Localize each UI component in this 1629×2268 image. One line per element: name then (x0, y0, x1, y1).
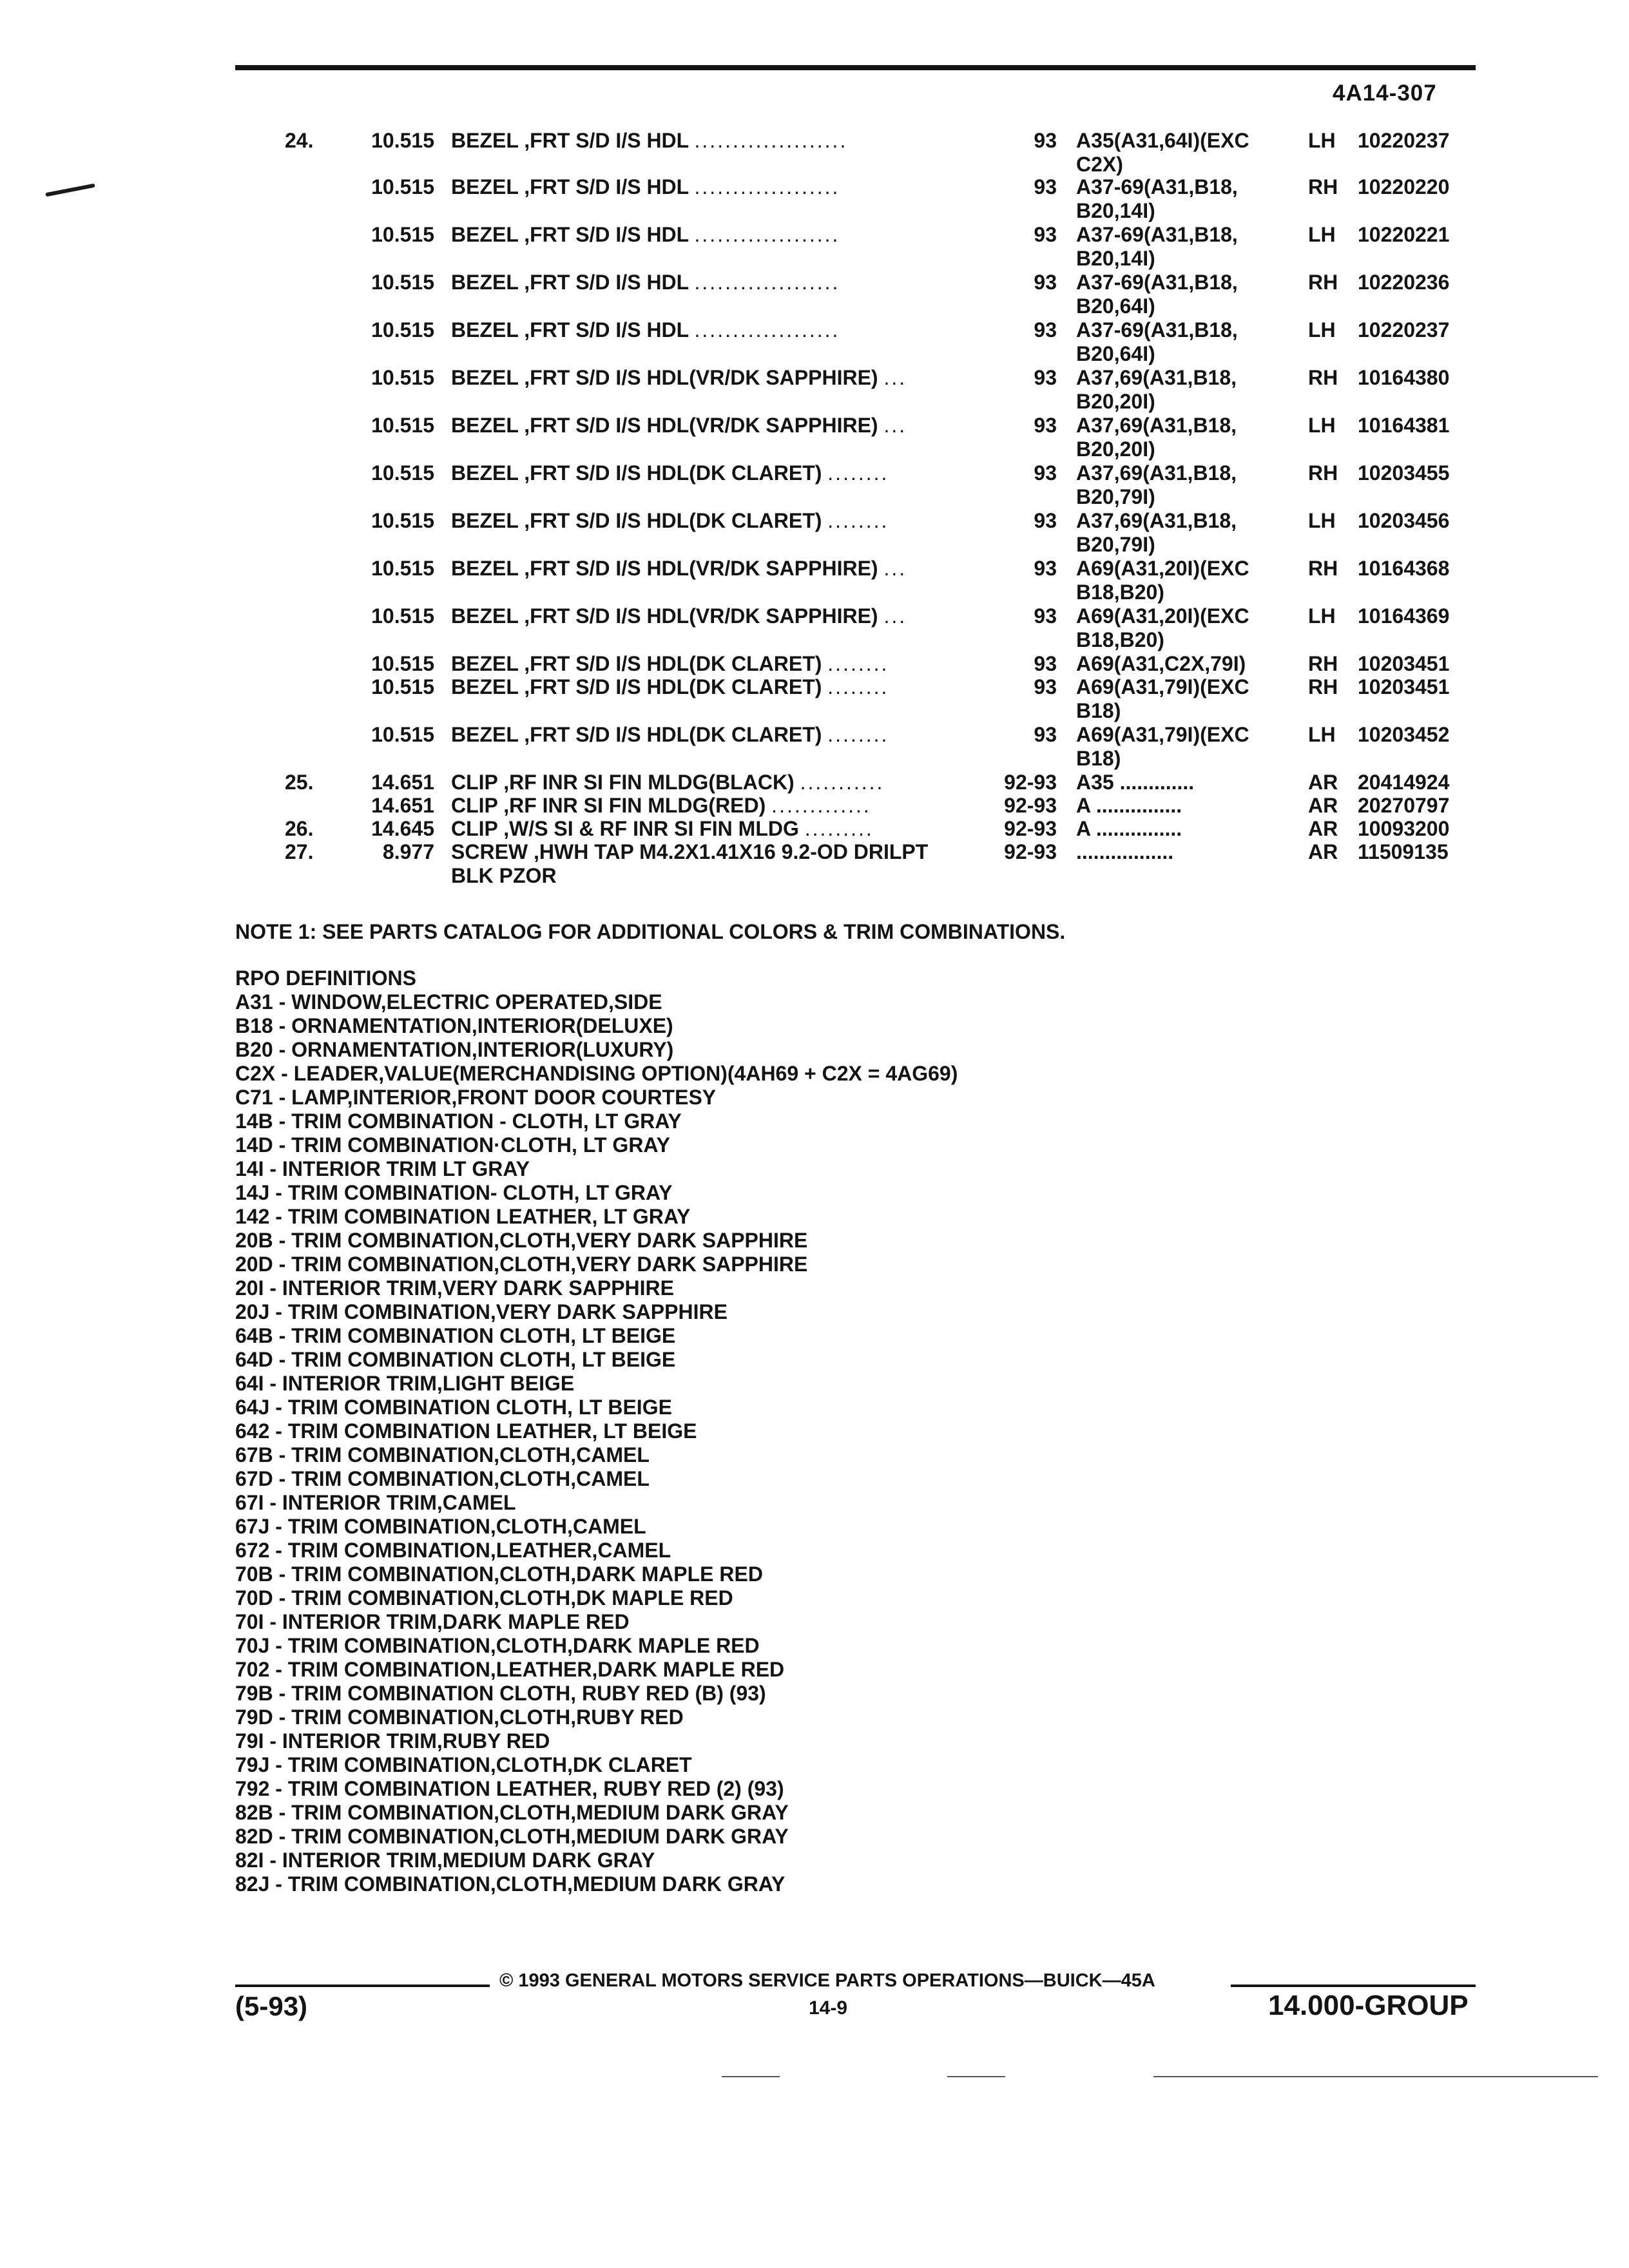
model-year: 92-93 (1004, 817, 1057, 840)
part-row (0, 604, 1629, 649)
quantity-code: LH (1308, 723, 1336, 746)
rpo-definition: 642 - TRIM COMBINATION LEATHER, LT BEIGE (235, 1419, 697, 1443)
model-year: 93 (1034, 271, 1057, 294)
rpo-definition: 142 - TRIM COMBINATION LEATHER, LT GRAY (235, 1205, 691, 1228)
model-year: 93 (1034, 129, 1057, 152)
part-number: 11509135 (1358, 840, 1449, 863)
group-code: 14.000-GROUP (1268, 1990, 1469, 2021)
rpo-list (235, 990, 958, 1896)
leader-dots: ... (883, 366, 907, 389)
catalog-note: NOTE 1: SEE PARTS CATALOG FOR ADDITIONAL COLORS & TRIM COMBINATIONS. (235, 920, 1066, 943)
quantity-code: LH (1308, 223, 1336, 246)
model-year: 93 (1034, 414, 1057, 437)
part-description-text: BEZEL ,FRT S/D I/S HDL (451, 318, 689, 341)
part-row (0, 652, 1629, 675)
rpo-definition: 82I - INTERIOR TRIM,MEDIUM DARK GRAY (235, 1849, 655, 1872)
part-number: 10203451 (1358, 652, 1450, 675)
part-description-text: BEZEL ,FRT S/D I/S HDL(VR/DK SAPPHIRE) (451, 557, 878, 580)
usage-code: A37,69(A31,B18, B20,79I) (1076, 461, 1237, 508)
quantity-code: RH (1308, 675, 1338, 698)
part-description (451, 175, 986, 199)
leader-dots: ... (883, 414, 907, 437)
leader-dots: ......... (804, 817, 874, 840)
quantity-code: LH (1308, 318, 1336, 341)
part-description-text: BEZEL ,FRT S/D I/S HDL (451, 271, 689, 294)
rpo-definition: B20 - ORNAMENTATION,INTERIOR(LUXURY) (235, 1038, 674, 1061)
part-number: 10093200 (1358, 817, 1450, 840)
part-description-text: CLIP ,W/S SI & RF INR SI FIN MLDG (451, 817, 799, 840)
usage-code: ................. (1076, 840, 1174, 863)
part-row (0, 723, 1629, 768)
part-description (451, 223, 986, 247)
part-number: 10164368 (1358, 557, 1450, 580)
quantity-code: LH (1308, 129, 1336, 152)
part-row (0, 509, 1629, 554)
usage-code: A37-69(A31,B18, B20,64I) (1076, 271, 1238, 318)
usage-code: A35(A31,64I)(EXC C2X) (1076, 129, 1249, 176)
leader-dots: ... (883, 604, 907, 628)
model-year: 92-93 (1004, 840, 1057, 863)
part-row (0, 318, 1629, 363)
usage-code: A ............... (1076, 817, 1182, 840)
part-description (451, 604, 986, 628)
group-number: 10.515 (371, 604, 434, 628)
group-number: 10.515 (371, 461, 434, 485)
quantity-code: RH (1308, 271, 1338, 294)
rpo-definition: 70I - INTERIOR TRIM,DARK MAPLE RED (235, 1610, 630, 1633)
rpo-definition: 79I - INTERIOR TRIM,RUBY RED (235, 1729, 550, 1753)
part-row (0, 817, 1629, 840)
leader-dots: ................... (694, 175, 840, 198)
model-year: 93 (1034, 723, 1057, 746)
model-year: 93 (1034, 652, 1057, 675)
part-description (451, 557, 986, 581)
rpo-definitions (235, 966, 958, 1896)
group-number: 14.645 (371, 817, 434, 840)
model-year: 93 (1034, 509, 1057, 532)
rpo-definition: 20B - TRIM COMBINATION,CLOTH,VERY DARK SAPPHIRE (235, 1229, 808, 1252)
part-description (451, 509, 986, 533)
quantity-code: AR (1308, 840, 1338, 863)
rpo-definition: 79J - TRIM COMBINATION,CLOTH,DK CLARET (235, 1753, 692, 1776)
leader-dots: ........... (800, 771, 885, 794)
quantity-code: RH (1308, 652, 1338, 675)
leader-dots: ............. (771, 794, 871, 817)
usage-code: A37-69(A31,B18, B20,64I) (1076, 318, 1238, 365)
part-number: 10220220 (1358, 175, 1450, 198)
leader-dots: ................... (694, 223, 840, 246)
scan-artifact-line (947, 2076, 1005, 2077)
part-row (0, 129, 1629, 174)
group-number: 10.515 (371, 675, 434, 698)
part-number: 10203451 (1358, 675, 1450, 698)
quantity-code: RH (1308, 175, 1338, 198)
rpo-definition: 14I - INTERIOR TRIM LT GRAY (235, 1157, 530, 1180)
group-number: 10.515 (371, 366, 434, 389)
part-number: 10203456 (1358, 509, 1450, 532)
quantity-code: LH (1308, 414, 1336, 437)
part-description-text: BEZEL ,FRT S/D I/S HDL (451, 223, 689, 246)
part-number: 10220221 (1358, 223, 1450, 246)
part-number: 20414924 (1358, 771, 1450, 794)
model-year: 93 (1034, 318, 1057, 341)
rpo-definition: 79B - TRIM COMBINATION CLOTH, RUBY RED (B) (93) (235, 1682, 766, 1705)
part-description-text: BEZEL ,FRT S/D I/S HDL(VR/DK SAPPHIRE) (451, 414, 878, 437)
part-description-text: BEZEL ,FRT S/D I/S HDL(DK CLARET) (451, 675, 822, 698)
usage-code: A37-69(A31,B18, B20,14I) (1076, 223, 1238, 270)
part-description (451, 318, 986, 342)
group-number: 14.651 (371, 794, 434, 817)
rpo-definition: C2X - LEADER,VALUE(MERCHANDISING OPTION)(4AH69 + C2X = 4AG69) (235, 1062, 958, 1085)
part-description-text: BEZEL ,FRT S/D I/S HDL(VR/DK SAPPHIRE) (451, 366, 878, 389)
part-row (0, 675, 1629, 720)
group-number: 10.515 (371, 509, 434, 532)
rpo-definition: 67J - TRIM COMBINATION,CLOTH,CAMEL (235, 1515, 646, 1538)
rpo-heading: RPO DEFINITIONS (235, 966, 416, 990)
part-description (451, 771, 986, 794)
leader-dots: ... (883, 557, 907, 580)
group-number: 10.515 (371, 129, 434, 152)
part-description-text: SCREW ,HWH TAP M4.2X1.41X16 9.2-OD DRILPT BLK PZOR (451, 840, 929, 887)
part-description (451, 675, 986, 699)
quantity-code: LH (1308, 509, 1336, 532)
part-description (451, 723, 986, 747)
leader-dots: ........ (827, 675, 889, 698)
rpo-definition: B18 - ORNAMENTATION,INTERIOR(DELUXE) (235, 1014, 673, 1037)
part-description-text: BEZEL ,FRT S/D I/S HDL(DK CLARET) (451, 723, 822, 746)
part-row (0, 223, 1629, 268)
rpo-definition: 14J - TRIM COMBINATION- CLOTH, LT GRAY (235, 1181, 673, 1204)
page-number: 14-9 (809, 1997, 848, 2019)
quantity-code: RH (1308, 461, 1338, 485)
rpo-definition: 82J - TRIM COMBINATION,CLOTH,MEDIUM DARK GRAY (235, 1872, 786, 1896)
leader-dots: ........ (827, 509, 889, 532)
page-code: 4A14-307 (1333, 81, 1437, 106)
copyright-line: © 1993 GENERAL MOTORS SERVICE PARTS OPERATIONS—BUICK—45A (499, 1970, 1155, 1991)
quantity-code: RH (1308, 366, 1338, 389)
part-number: 10203452 (1358, 723, 1450, 746)
part-row (0, 271, 1629, 316)
part-description (451, 794, 986, 818)
rpo-definition: 64I - INTERIOR TRIM,LIGHT BEIGE (235, 1372, 575, 1395)
part-row (0, 557, 1629, 602)
usage-code: A37-69(A31,B18, B20,14I) (1076, 175, 1238, 222)
part-description-text: BEZEL ,FRT S/D I/S HDL(DK CLARET) (451, 461, 822, 485)
leader-dots: ........ (827, 723, 889, 746)
model-year: 92-93 (1004, 771, 1057, 794)
model-year: 93 (1034, 223, 1057, 246)
part-row (0, 461, 1629, 506)
part-description (451, 461, 986, 485)
usage-code: A37,69(A31,B18, B20,20I) (1076, 366, 1237, 413)
usage-code: A35 ............. (1076, 771, 1195, 794)
rpo-definition: 67B - TRIM COMBINATION,CLOTH,CAMEL (235, 1443, 650, 1466)
part-description-text: BEZEL ,FRT S/D I/S HDL (451, 129, 689, 152)
footer-rule-left (235, 1984, 490, 1987)
group-number: 10.515 (371, 175, 434, 198)
model-year: 93 (1034, 675, 1057, 698)
part-number: 20270797 (1358, 794, 1450, 817)
item-number: 26. (285, 817, 314, 840)
group-number: 10.515 (371, 652, 434, 675)
part-row (0, 175, 1629, 220)
leader-dots: ................... (694, 318, 840, 341)
leader-dots: ........ (827, 652, 889, 675)
part-number: 10220237 (1358, 318, 1450, 341)
rpo-definition: 14B - TRIM COMBINATION - CLOTH, LT GRAY (235, 1110, 682, 1133)
scan-artifact-line (1153, 2076, 1598, 2077)
rpo-definition: 67I - INTERIOR TRIM,CAMEL (235, 1491, 516, 1514)
usage-code: A69(A31,C2X,79I) (1076, 652, 1246, 675)
rpo-definition: 702 - TRIM COMBINATION,LEATHER,DARK MAPLE RED (235, 1658, 785, 1681)
part-description-text: BEZEL ,FRT S/D I/S HDL(DK CLARET) (451, 509, 822, 532)
part-row (0, 840, 1629, 885)
usage-code: A37,69(A31,B18, B20,20I) (1076, 414, 1237, 461)
part-row (0, 771, 1629, 794)
rpo-definition: 64J - TRIM COMBINATION CLOTH, LT BEIGE (235, 1396, 672, 1419)
rpo-definition: 70J - TRIM COMBINATION,CLOTH,DARK MAPLE RED (235, 1634, 760, 1657)
group-number: 8.977 (382, 840, 434, 863)
part-row (0, 366, 1629, 411)
rpo-definition: 70B - TRIM COMBINATION,CLOTH,DARK MAPLE RED (235, 1562, 763, 1586)
quantity-code: AR (1308, 794, 1338, 817)
usage-code: A69(A31,20I)(EXC B18,B20) (1076, 604, 1249, 651)
group-number: 14.651 (371, 771, 434, 794)
part-description (451, 840, 954, 888)
group-number: 10.515 (371, 318, 434, 341)
part-description (451, 271, 986, 294)
part-description (451, 366, 986, 390)
rpo-definition: 792 - TRIM COMBINATION LEATHER, RUBY RED (2) (93) (235, 1777, 784, 1800)
item-number: 25. (285, 771, 314, 794)
rpo-definition: 20D - TRIM COMBINATION,CLOTH,VERY DARK SAPPHIRE (235, 1253, 808, 1276)
rpo-definition: 20I - INTERIOR TRIM,VERY DARK SAPPHIRE (235, 1276, 674, 1300)
part-description-text: BEZEL ,FRT S/D I/S HDL(DK CLARET) (451, 652, 822, 675)
rpo-definition: 672 - TRIM COMBINATION,LEATHER,CAMEL (235, 1539, 671, 1562)
rpo-definition: 82D - TRIM COMBINATION,CLOTH,MEDIUM DARK GRAY (235, 1825, 789, 1848)
group-number: 10.515 (371, 223, 434, 246)
model-year: 93 (1034, 175, 1057, 198)
part-description-text: BEZEL ,FRT S/D I/S HDL (451, 175, 689, 198)
rpo-definition: 82B - TRIM COMBINATION,CLOTH,MEDIUM DARK GRAY (235, 1801, 789, 1824)
rpo-definition: C71 - LAMP,INTERIOR,FRONT DOOR COURTESY (235, 1086, 717, 1109)
quantity-code: AR (1308, 817, 1338, 840)
rpo-definition: 64B - TRIM COMBINATION CLOTH, LT BEIGE (235, 1324, 676, 1347)
footer-rule-right (1231, 1984, 1476, 1987)
group-number: 10.515 (371, 271, 434, 294)
part-description (451, 817, 986, 841)
rpo-definition: 70D - TRIM COMBINATION,CLOTH,DK MAPLE RED (235, 1586, 733, 1610)
part-description (451, 129, 986, 153)
item-number: 24. (285, 129, 314, 152)
part-description-text: BEZEL ,FRT S/D I/S HDL(VR/DK SAPPHIRE) (451, 604, 878, 628)
group-number: 10.515 (371, 723, 434, 746)
usage-code: A ............... (1076, 794, 1182, 817)
part-number: 10203455 (1358, 461, 1450, 485)
leader-dots: ........ (827, 461, 889, 485)
group-number: 10.515 (371, 414, 434, 437)
part-description-text: CLIP ,RF INR SI FIN MLDG(BLACK) (451, 771, 795, 794)
model-year: 92-93 (1004, 794, 1057, 817)
date-code: (5-93) (235, 1991, 308, 2021)
quantity-code: RH (1308, 557, 1338, 580)
part-description (451, 414, 986, 437)
model-year: 93 (1034, 557, 1057, 580)
part-number: 10164369 (1358, 604, 1450, 628)
rpo-definition: 67D - TRIM COMBINATION,CLOTH,CAMEL (235, 1467, 650, 1490)
item-number: 27. (285, 840, 314, 863)
model-year: 93 (1034, 366, 1057, 389)
rpo-definition: 64D - TRIM COMBINATION CLOTH, LT BEIGE (235, 1348, 676, 1371)
part-description-text: CLIP ,RF INR SI FIN MLDG(RED) (451, 794, 766, 817)
quantity-code: LH (1308, 604, 1336, 628)
rpo-definition: 20J - TRIM COMBINATION,VERY DARK SAPPHIRE (235, 1300, 728, 1323)
usage-code: A69(A31,79I)(EXC B18) (1076, 675, 1249, 722)
model-year: 93 (1034, 604, 1057, 628)
model-year: 93 (1034, 461, 1057, 485)
usage-code: A37,69(A31,B18, B20,79I) (1076, 509, 1237, 556)
part-row (0, 794, 1629, 817)
part-number: 10164380 (1358, 366, 1450, 389)
part-number: 10164381 (1358, 414, 1450, 437)
rpo-definition: 79D - TRIM COMBINATION,CLOTH,RUBY RED (235, 1706, 684, 1729)
part-row (0, 414, 1629, 459)
top-rule (235, 65, 1476, 70)
part-description (451, 652, 986, 676)
rpo-definition: A31 - WINDOW,ELECTRIC OPERATED,SIDE (235, 990, 662, 1014)
quantity-code: AR (1308, 771, 1338, 794)
part-number: 10220236 (1358, 271, 1450, 294)
usage-code: A69(A31,79I)(EXC B18) (1076, 723, 1249, 770)
part-number: 10220237 (1358, 129, 1450, 152)
rpo-definition: 14D - TRIM COMBINATION·CLOTH, LT GRAY (235, 1133, 670, 1157)
scan-artifact-line (722, 2076, 780, 2077)
usage-code: A69(A31,20I)(EXC B18,B20) (1076, 557, 1249, 604)
leader-dots: ................... (694, 271, 840, 294)
leader-dots: .................... (694, 129, 848, 152)
group-number: 10.515 (371, 557, 434, 580)
